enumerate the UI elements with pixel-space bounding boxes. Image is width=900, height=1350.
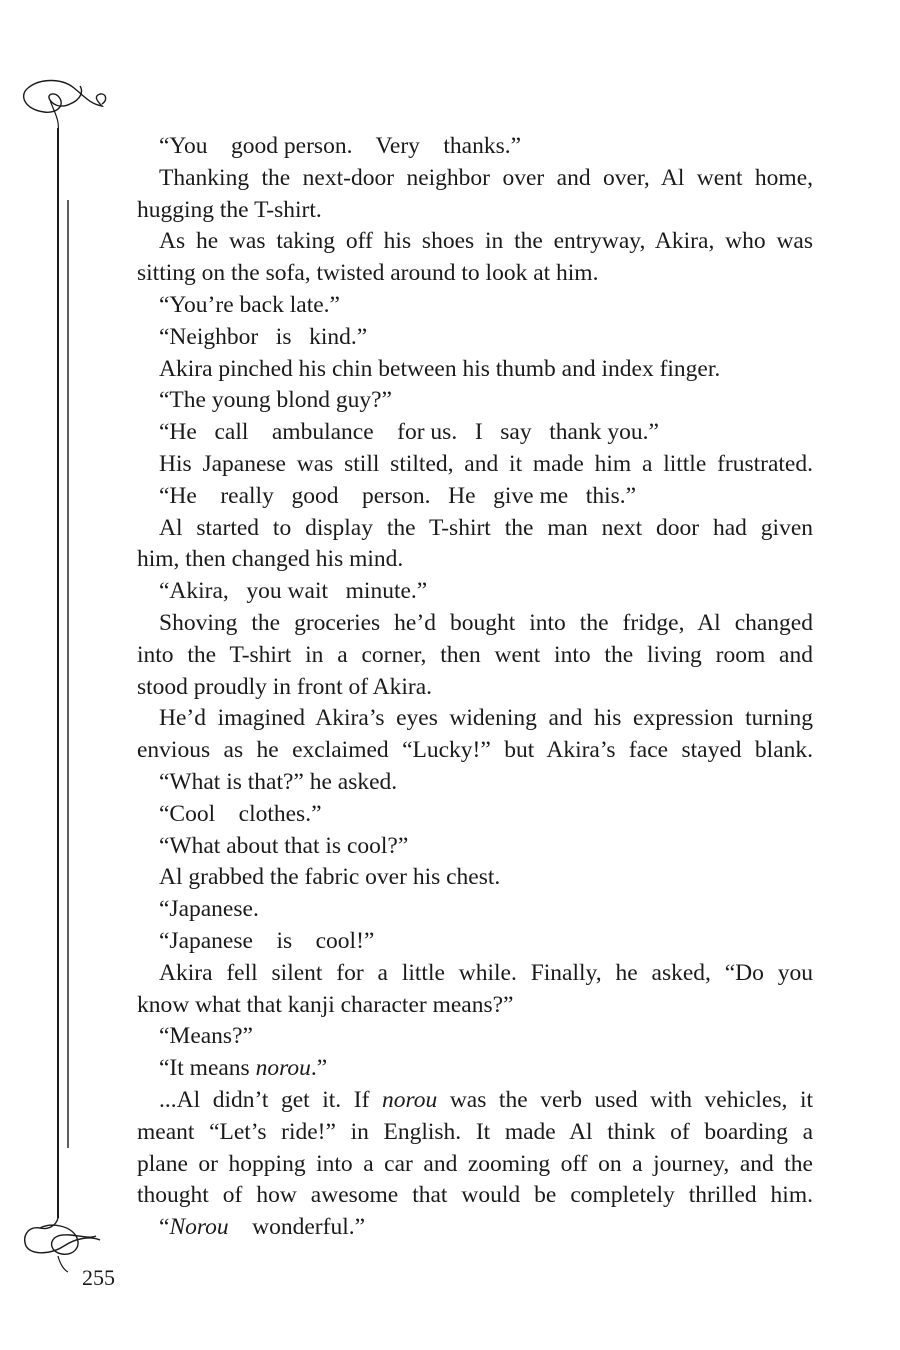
bottom-swash-tail <box>58 1256 68 1272</box>
text-line: As he was taking off his shoes in the entryway, Akira, who was <box>159 228 813 255</box>
text-line: him, then changed his mind. <box>137 546 404 573</box>
text-line: know what that kanji character means?” <box>137 991 514 1018</box>
text-line: “The young blond guy?” <box>159 387 392 414</box>
page-number: 255 <box>82 1265 115 1290</box>
text-segment: “ <box>159 1214 170 1241</box>
bottom-swash <box>25 1218 100 1254</box>
text-line: “Cool clothes.” <box>159 800 322 827</box>
text-line: “What is that?” he asked. <box>159 768 398 795</box>
text-line <box>137 1085 813 1117</box>
text-line: “You’re back late.” <box>159 291 340 318</box>
text-segment: wonderful.” <box>228 1214 366 1241</box>
text-line: Shoving the groceries he’d bought into the fridge, Al changed <box>159 609 813 636</box>
text-line: Al grabbed the fabric over his chest. <box>159 864 501 891</box>
top-swash <box>24 81 106 113</box>
text-line: Thanking the next-door neighbor over and over, Al went home, <box>159 164 813 191</box>
text-line: “You good person. Very thanks.” <box>159 133 522 159</box>
text-segment: ...Al didn’t get it. If <box>159 1086 382 1113</box>
text-line: stood proudly in front of Akira. <box>137 673 433 700</box>
ornamental-border-flourish <box>0 0 140 1350</box>
text-line <box>137 1212 813 1244</box>
text-line: Akira pinched his chin between his thumb and index finger. <box>159 355 721 382</box>
text-line: meant “Let’s ride!” in English. It made Al think of boarding a <box>137 1118 813 1145</box>
text-line: envious as he exclaimed “Lucky!” but Akira’s face stayed blank. <box>137 737 813 764</box>
text-line: Al started to display the T-shirt the man next door had given <box>159 514 813 541</box>
text-line: “Japanese. <box>159 896 259 923</box>
text-line: Akira fell silent for a little while. Finally, he asked, “Do you <box>159 959 813 986</box>
italic-word: Norou <box>169 1214 229 1241</box>
text-line: “He call ambulance for us. I say thank you.” <box>159 419 659 446</box>
text-line: hugging the T-shirt. <box>137 196 322 223</box>
text-segment: was the verb used with vehicles, it <box>437 1086 814 1113</box>
text-line: “Japanese is cool!” <box>159 927 375 954</box>
italic-word: norou <box>255 1055 311 1082</box>
text-line: He’d imagined Akira’s eyes widening and his expression turning <box>159 705 813 732</box>
text-line: sitting on the sofa, twisted around to look at him. <box>137 260 599 287</box>
text-line: plane or hopping into a car and zooming off on a journey, and the <box>137 1150 813 1177</box>
text-line: thought of how awesome that would be completely thrilled him. <box>137 1182 813 1209</box>
text-line: into the T-shirt in a corner, then went into the living room and <box>137 641 813 668</box>
text-segment: .” <box>310 1055 328 1082</box>
text-line: “Neighbor is kind.” <box>159 323 368 350</box>
text-segment: “It means <box>159 1055 256 1082</box>
text-line: His Japanese was still stilted, and it made him a little frustrated. <box>159 450 813 477</box>
body-text <box>137 131 813 1244</box>
italic-word: norou <box>381 1086 438 1113</box>
text-line: “He really good person. He give me this.” <box>159 482 637 509</box>
text-line: “What about that is cool?” <box>159 832 409 859</box>
text-line: “Akira, you wait minute.” <box>159 578 428 605</box>
text-line: “Means?” <box>159 1023 253 1050</box>
text-line <box>137 1053 813 1085</box>
